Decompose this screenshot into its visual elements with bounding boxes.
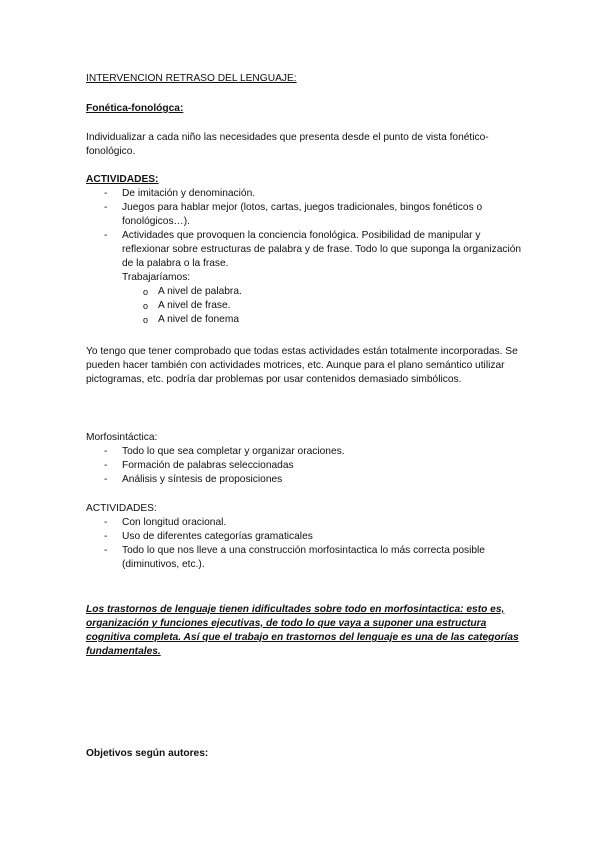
morpho-heading: Morfosintáctica: bbox=[86, 432, 158, 443]
work-label: Trabajaríamos: bbox=[122, 272, 191, 283]
list-item: o A nivel de frase. bbox=[86, 299, 526, 313]
list-item: - Todo lo que nos lleve a una construcción morfosintactica lo más correcta posible (diminutivos, etc.). bbox=[86, 544, 526, 572]
phonetic-paragraph: Yo tengo que tener comprobado que todas estas actividades están totalmente incorporadas. Se pueden hacer también con actividades motrices, etc. Aunque para el plano semántico utilizar pictogramas, etc. podría dar problemas por usar contenidos demasiado simbólicos. bbox=[86, 346, 518, 385]
main-title: INTERVENCION RETRASO DEL LENGUAJE: bbox=[86, 73, 297, 84]
list-item: - Análisis y síntesis de proposiciones bbox=[86, 473, 526, 487]
list-item: - Uso de diferentes categorías gramaticales bbox=[86, 530, 526, 544]
list-item: - Todo lo que sea completar y organizar oraciones. bbox=[86, 445, 526, 459]
list-item: - Juegos para hablar mejor (lotos, cartas, juegos tradicionales, bingos fonéticos o fonológicos…). bbox=[86, 201, 526, 229]
phonetic-activities bbox=[86, 187, 526, 327]
objectives-heading: Objetivos según autores: bbox=[86, 748, 209, 759]
phonetic-activities-heading: ACTIVIDADES: bbox=[86, 174, 159, 185]
morpho-activities-heading: ACTIVIDADES: bbox=[86, 503, 157, 514]
emphasis-paragraph: Los trastornos de lenguaje tienen idificultades sobre todo en morfosintactica: esto es, organización y funciones ejecutivas, de todo lo que vaya a suponer una estructura cognitiva completa. Así que el trabajo en trastornos del lenguaje es una de las categorías fundamentales. bbox=[86, 604, 519, 657]
list-item: - Con longitud oracional. bbox=[86, 516, 526, 530]
morpho-activities bbox=[86, 516, 526, 572]
list-item: - Formación de palabras seleccionadas bbox=[86, 459, 526, 473]
list-item: o A nivel de fonema bbox=[86, 313, 526, 327]
list-item: - De imitación y denominación. bbox=[86, 187, 526, 201]
phonetic-intro: Individualizar a cada niño las necesidades que presenta desde el punto de vista fonético-fonológico. bbox=[86, 132, 489, 157]
list-item: - Actividades que provoquen la conciencia fonológica. Posibilidad de manipular y reflexionar sobre estructuras de palabra y de frase. Todo lo que suponga la organización de la palabra o la frase. bbox=[86, 229, 526, 271]
list-item: o A nivel de palabra. bbox=[86, 285, 526, 299]
phonetic-heading: Fonética-fonológca: bbox=[86, 103, 184, 114]
morpho-list bbox=[86, 445, 526, 487]
